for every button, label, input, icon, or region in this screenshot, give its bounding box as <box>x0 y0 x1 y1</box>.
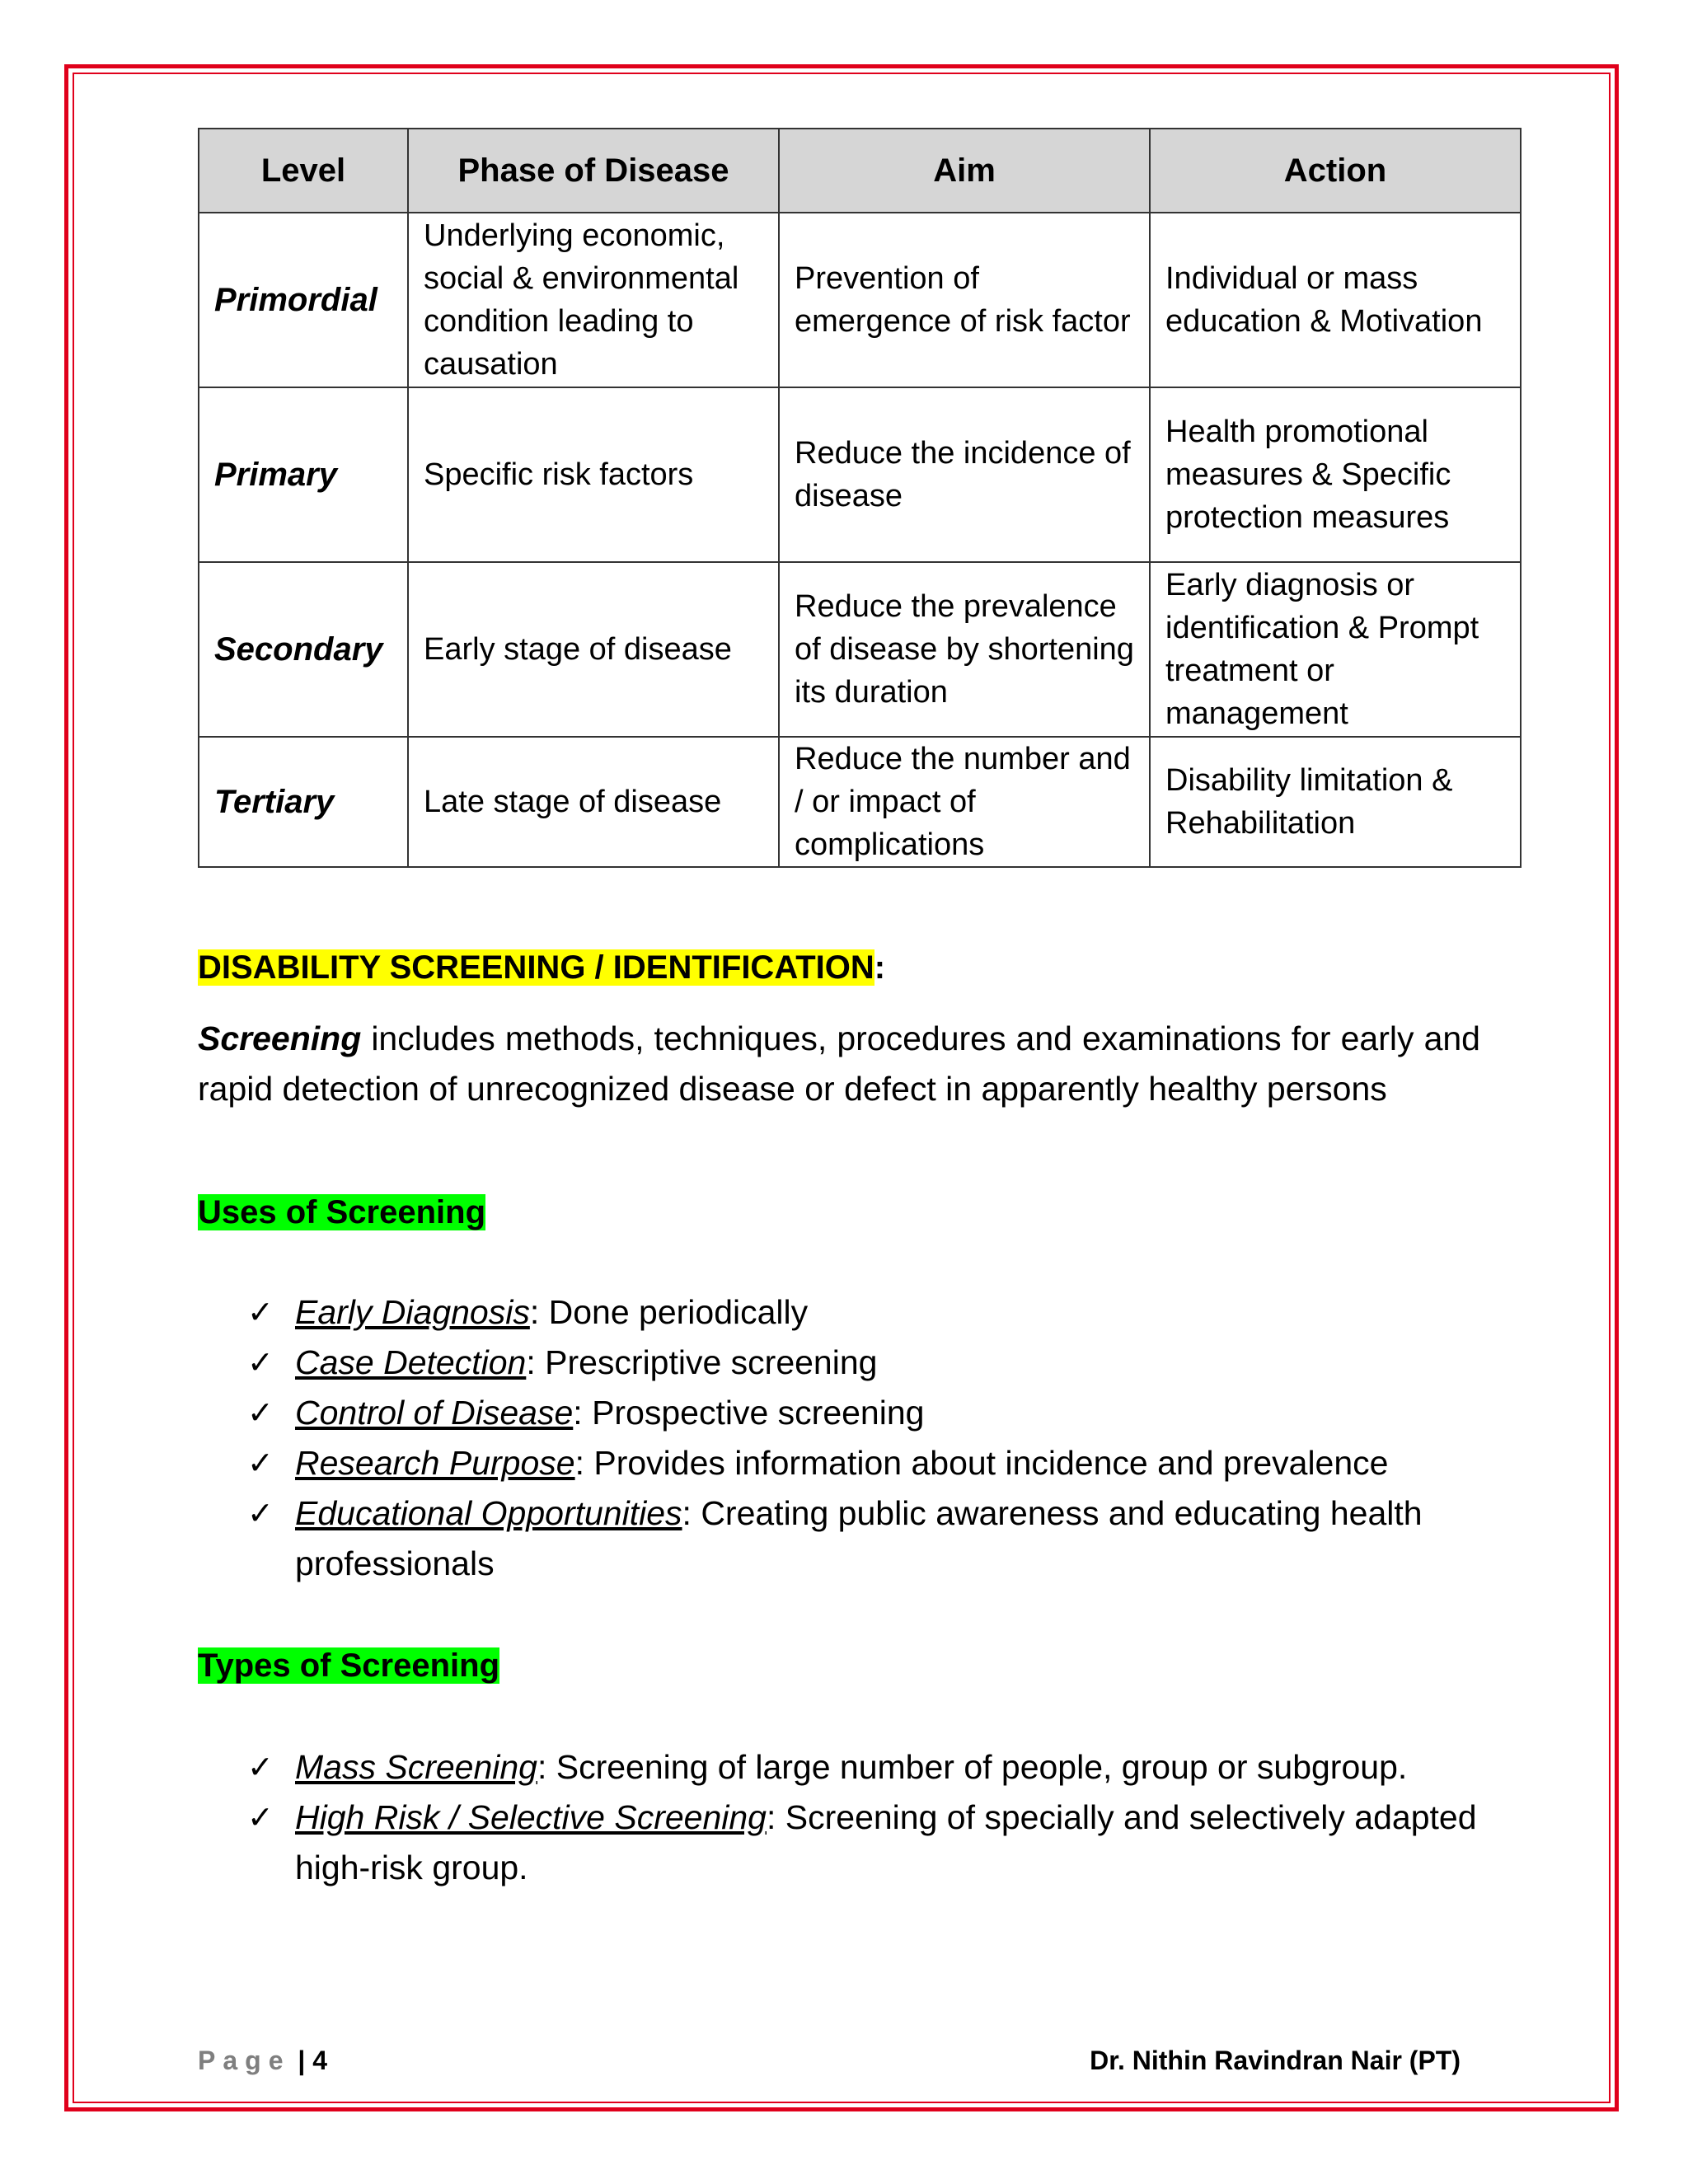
screening-term: Screening <box>198 1019 362 1057</box>
footer-page-separator: | <box>290 2046 313 2075</box>
cell-aim: Prevention of emergence of risk factor <box>779 213 1150 387</box>
header-action: Action <box>1150 129 1521 213</box>
cell-level: Tertiary <box>199 737 408 867</box>
list-item <box>247 1287 1484 1338</box>
cell-aim: Reduce the prevalence of disease by shortening its duration <box>779 562 1150 737</box>
list-item-term: Control of Disease <box>295 1394 574 1432</box>
cell-action: Early diagnosis or identification & Prompt treatment or management <box>1150 562 1521 737</box>
section-title-colon: : <box>874 949 886 986</box>
list-item <box>247 1793 1484 1893</box>
table-row <box>199 213 1521 387</box>
uses-heading <box>198 1188 485 1236</box>
cell-aim: Reduce the number and / or impact of complications <box>779 737 1150 867</box>
list-item-term: High Risk / Selective Screening <box>295 1798 767 1836</box>
types-list <box>247 1742 1484 1893</box>
cell-action: Individual or mass education & Motivation <box>1150 213 1521 387</box>
screening-definition-text: includes methods, techniques, procedures and examinations for early and rapid detection of unrecognized disease or defect in apparently healthy persons <box>198 1019 1480 1108</box>
checkmark-icon: ✓ <box>247 1749 274 1785</box>
list-item <box>247 1742 1484 1793</box>
list-item-term: Case Detection <box>295 1343 527 1381</box>
header-level: Level <box>199 129 408 213</box>
checkmark-icon: ✓ <box>247 1294 274 1330</box>
checkmark-icon: ✓ <box>247 1394 274 1431</box>
footer-page-label: Page <box>198 2046 291 2075</box>
screening-definition <box>198 1014 1480 1114</box>
list-item <box>247 1438 1484 1488</box>
list-item-term: Research Purpose <box>295 1444 575 1482</box>
list-item <box>247 1488 1484 1589</box>
footer-author: Dr. Nithin Ravindran Nair (PT) <box>1090 2046 1461 2075</box>
list-item-text: : Screening of large number of people, group or subgroup. <box>537 1748 1408 1786</box>
table-row <box>199 562 1521 737</box>
list-item-text: : Provides information about incidence and prevalence <box>574 1444 1389 1482</box>
cell-level: Primordial <box>199 213 408 387</box>
list-item-term: Mass Screening <box>295 1748 537 1786</box>
uses-list <box>247 1287 1484 1589</box>
list-item-text: : Prospective screening <box>573 1394 925 1432</box>
prevention-levels-table <box>198 128 1522 868</box>
types-heading-text: Types of Screening <box>198 1647 500 1684</box>
header-aim: Aim <box>779 129 1150 213</box>
footer-page-value: 4 <box>312 2046 328 2075</box>
list-item-text: : Done periodically <box>529 1293 809 1331</box>
section-title <box>198 944 885 991</box>
cell-phase: Underlying economic, social & environmental condition leading to causation <box>408 213 779 387</box>
checkmark-icon: ✓ <box>247 1445 274 1481</box>
cell-action: Health promotional measures & Specific protection measures <box>1150 387 1521 562</box>
checkmark-icon: ✓ <box>247 1799 274 1835</box>
list-item-text: : Creating public awareness and educating health professionals <box>295 1494 1423 1582</box>
list-item-text: : Prescriptive screening <box>526 1343 878 1381</box>
table-row <box>199 737 1521 867</box>
types-heading <box>198 1642 499 1690</box>
list-item-text: : Screening of specially and selectively adapted high-risk group. <box>295 1798 1477 1886</box>
section-title-text: DISABILITY SCREENING / IDENTIFICATION <box>198 949 874 986</box>
uses-heading-text: Uses of Screening <box>198 1194 486 1230</box>
list-item-term: Early Diagnosis <box>295 1293 530 1331</box>
list-item <box>247 1388 1484 1438</box>
list-item-term: Educational Opportunities <box>295 1494 682 1532</box>
cell-phase: Specific risk factors <box>408 387 779 562</box>
table-header-row <box>199 129 1521 213</box>
checkmark-icon: ✓ <box>247 1344 274 1380</box>
cell-level: Secondary <box>199 562 408 737</box>
cell-phase: Late stage of disease <box>408 737 779 867</box>
cell-level: Primary <box>199 387 408 562</box>
footer-page-number <box>198 2046 327 2076</box>
cell-action: Disability limitation & Rehabilitation <box>1150 737 1521 867</box>
header-phase: Phase of Disease <box>408 129 779 213</box>
list-item <box>247 1338 1484 1388</box>
checkmark-icon: ✓ <box>247 1495 274 1531</box>
table-row <box>199 387 1521 562</box>
cell-aim: Reduce the incidence of disease <box>779 387 1150 562</box>
cell-phase: Early stage of disease <box>408 562 779 737</box>
